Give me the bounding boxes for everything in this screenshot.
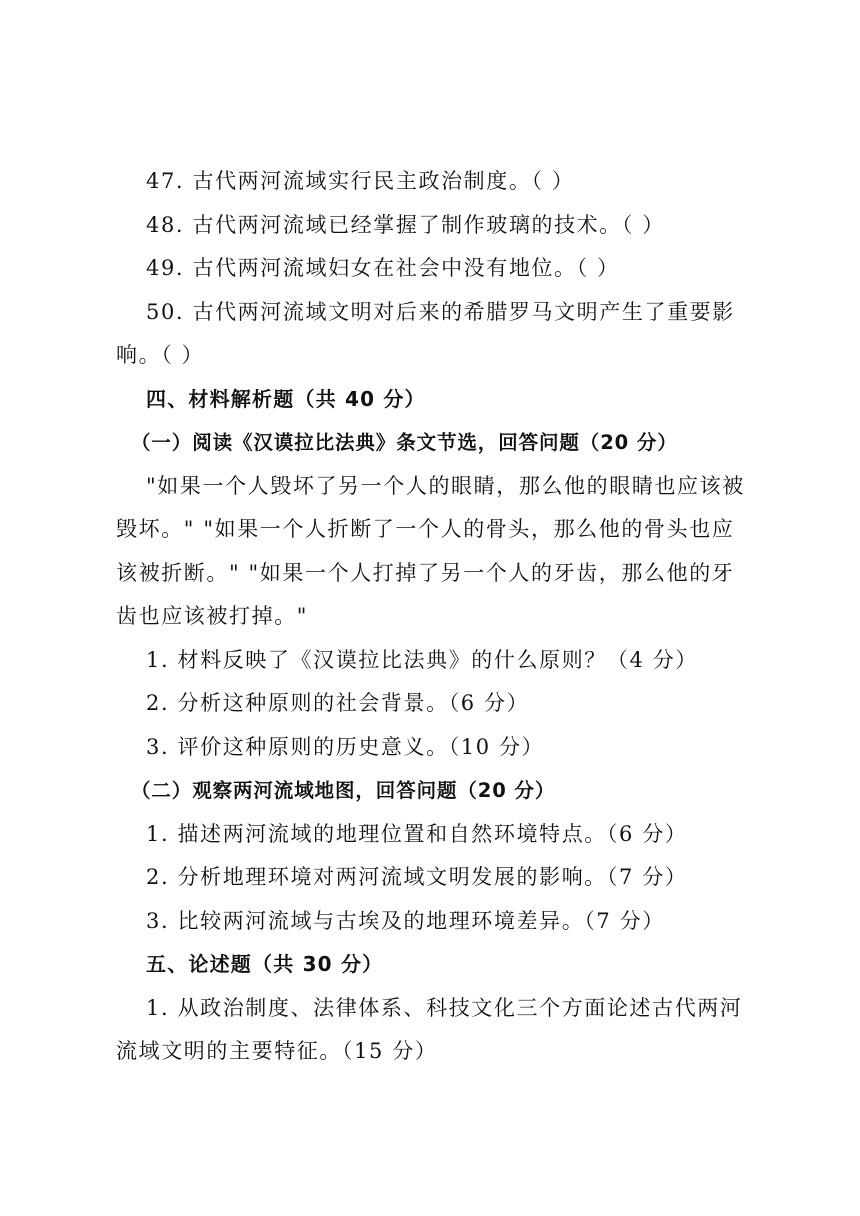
material-line-2: 毁坏。" "如果一个人折断了一个人的骨头，那么他的骨头也应 — [116, 517, 735, 541]
part-2-question-3: 3. 比较两河流域与古埃及的地理环境差异。（7 分） — [146, 908, 665, 933]
question-50-line-2: 响。（ ） — [116, 343, 205, 367]
part-2-question-1: 1. 描述两河流域的地理位置和自然环境特点。（6 分） — [146, 821, 688, 846]
question-47: 47. 古代两河流域实行民主政治制度。（ ） — [146, 169, 575, 193]
exam-page — [116, 160, 756, 1074]
part-1-question-2: 2. 分析这种原则的社会背景。（6 分） — [146, 691, 530, 715]
material-line-4: 齿也应该被打掉。" — [116, 604, 309, 628]
section-4-part-1-heading: （一）阅读《汉谟拉比法典》条文节选，回答问题（20 分） — [131, 431, 678, 454]
section-4-heading: 四、材料解析题（共 40 分） — [146, 386, 426, 411]
question-50-line-1: 50. 古代两河流域文明对后来的希腊罗马文明产生了重要影 — [146, 299, 735, 324]
essay-question-1-line-2: 流域文明的主要特征。（15 分） — [116, 1039, 438, 1063]
part-1-question-3: 3. 评价这种原则的历史意义。（10 分） — [146, 734, 545, 759]
question-48: 48. 古代两河流域已经掌握了制作玻璃的技术。（ ） — [146, 212, 665, 237]
question-49: 49. 古代两河流域妇女在社会中没有地位。（ ） — [146, 256, 620, 280]
part-2-question-2: 2. 分析地理环境对两河流域文明发展的影响。（7 分） — [146, 865, 688, 889]
section-5-heading: 五、论述题（共 30 分） — [146, 952, 384, 976]
material-line-3: 该被折断。" "如果一个人打掉了另一个人的牙齿，那么他的牙 — [116, 560, 735, 585]
part-1-question-1: 1. 材料反映了《汉谟拉比法典》的什么原则？（4 分） — [146, 647, 698, 672]
section-4-part-2-heading: （二）观察两河流域地图，回答问题（20 分） — [131, 779, 556, 802]
essay-question-1-line-1: 1. 从政治制度、法律体系、科技文化三个方面论述古代两河 — [146, 995, 743, 1020]
material-line-1: "如果一个人毁坏了另一个人的眼睛，那么他的眼睛也应该被 — [146, 473, 745, 498]
